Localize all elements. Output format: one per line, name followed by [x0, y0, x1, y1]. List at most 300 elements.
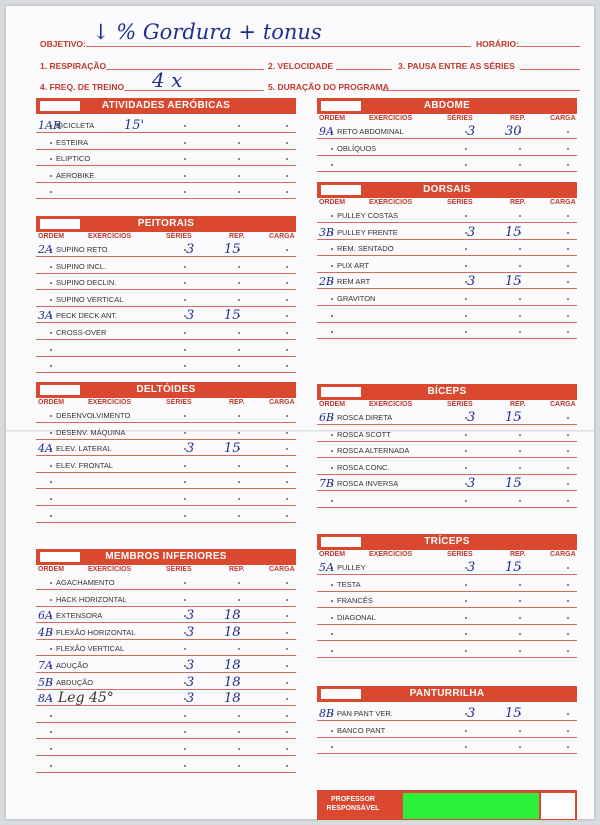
dot-icon [567, 567, 569, 569]
row-ordem: 6A [38, 609, 53, 623]
row-ordem: 8B [319, 707, 335, 720]
table-row [36, 756, 296, 773]
row-exercicio: EXTENSORA [56, 611, 103, 621]
section-header-abdome [317, 98, 577, 114]
section-title: DELTÓIDES [136, 384, 196, 395]
bullet-icon [331, 467, 333, 469]
row-exercicio: CROSS-OVER [56, 328, 107, 337]
dot-icon [238, 765, 240, 767]
horario-label: HORÁRIO: [476, 39, 519, 49]
bullet-icon [331, 434, 333, 436]
column-exercicios: EXERCÍCIOS [369, 199, 413, 206]
dot-icon [567, 215, 569, 217]
table-row [36, 606, 296, 623]
table-row [36, 623, 296, 640]
column-exercicios: EXERCÍCIOS [88, 399, 132, 406]
dot-icon [465, 248, 467, 250]
column-exercicios: EXERCÍCIOS [369, 115, 413, 122]
table-row [36, 116, 296, 133]
row-exercicio: ELEV. LATERAL [56, 444, 112, 454]
dot-icon [184, 191, 186, 193]
row-series: 3 [467, 560, 476, 575]
bullet-icon [331, 148, 333, 150]
row-ordem: 8A [38, 692, 53, 706]
dot-icon [184, 715, 186, 717]
column-ordem: ORDEM [38, 566, 65, 573]
bullet-icon [50, 465, 52, 467]
dot-icon [286, 349, 288, 351]
dot-icon [184, 282, 186, 284]
freq-label: 4. FREQ. DE TREINO [40, 82, 125, 92]
dot-icon [567, 600, 569, 602]
dot-icon [567, 298, 569, 300]
row-rep: 18 [224, 691, 241, 707]
dot-icon [567, 131, 569, 133]
dot-icon [519, 148, 521, 150]
dot-icon [567, 650, 569, 652]
freq-line [124, 90, 264, 91]
bullet-icon [50, 748, 52, 750]
row-exercicio: GRAVITON [337, 294, 376, 303]
table-row [36, 133, 296, 150]
bullet-icon [50, 432, 52, 434]
row-ordem: 2B [319, 275, 335, 289]
dot-icon [238, 515, 240, 517]
row-series: 3 [467, 224, 476, 240]
bullet-icon [50, 582, 52, 584]
dot-icon [286, 498, 288, 500]
column-exercicios: EXERCÍCIOS [88, 233, 132, 240]
row-exercicio: ABDUÇÃO [56, 677, 94, 687]
dot-icon [567, 164, 569, 166]
row-exercicio: ELEV. FRONTAL [56, 460, 114, 470]
table-row [36, 290, 296, 307]
dot-icon [184, 765, 186, 767]
row-exercicio: PULLEY FRENTE [337, 227, 398, 237]
table-row [317, 239, 577, 256]
row-rep: 18 [224, 624, 241, 640]
dot-icon [238, 282, 240, 284]
table-row [317, 591, 577, 608]
dot-icon [286, 715, 288, 717]
dot-icon [567, 617, 569, 619]
row-series: 3 [186, 624, 195, 640]
bullet-icon [50, 715, 52, 717]
row-rep: 15 [505, 410, 522, 425]
pausa-line [520, 69, 580, 70]
row-rep: 18 [224, 674, 241, 690]
column-carga: CARGA [269, 233, 295, 240]
dot-icon [286, 365, 288, 367]
dot-icon [286, 125, 288, 127]
dot-icon [286, 765, 288, 767]
dot-icon [184, 432, 186, 434]
section-title: PEITORAIS [137, 218, 195, 229]
table-row [36, 573, 296, 590]
objetivo-value: ↓ % Gordura + tonus [92, 20, 322, 44]
dot-icon [519, 600, 521, 602]
dot-icon [184, 648, 186, 650]
dot-icon [286, 682, 288, 684]
row-exercicio: PULLEY COSTAS [337, 211, 398, 220]
dot-icon [465, 450, 467, 452]
dot-icon [465, 650, 467, 652]
section-header-deltoides [36, 382, 296, 398]
table-row [36, 273, 296, 290]
row-exercicio: DIAGONAL [337, 612, 376, 622]
row-exercicio: ESTEIRA [56, 137, 89, 147]
dot-icon [286, 175, 288, 177]
velocidade-line [336, 69, 392, 70]
dot-icon [184, 599, 186, 601]
row-exercicio: ADUÇÃO [56, 661, 89, 670]
table-row [317, 441, 577, 458]
table-row [36, 506, 296, 523]
table-row [317, 223, 577, 240]
column-exercicios: EXERCÍCIOS [369, 401, 413, 408]
dot-icon [567, 434, 569, 436]
dot-icon [238, 465, 240, 467]
dot-icon [286, 465, 288, 467]
dot-icon [238, 748, 240, 750]
table-row [317, 624, 577, 641]
dot-icon [286, 282, 288, 284]
table-row [317, 575, 577, 592]
table-row [317, 155, 577, 172]
column-rep: REP. [510, 401, 526, 408]
column-ordem: ORDEM [38, 233, 65, 240]
bullet-icon [331, 298, 333, 300]
bullet-icon [50, 142, 52, 144]
row-rep: 15 [505, 476, 522, 492]
dot-icon [567, 248, 569, 250]
dot-icon [286, 582, 288, 584]
dot-icon [184, 349, 186, 351]
row-exercicio: SUPINO DECLIN. [56, 278, 117, 288]
bullet-icon [50, 731, 52, 733]
row-exercicio: ROSCA ALTERNADA [337, 446, 410, 456]
dot-icon [286, 158, 288, 160]
bullet-icon [331, 633, 333, 635]
dot-icon [238, 648, 240, 650]
bullet-icon [331, 331, 333, 333]
table-row [317, 322, 577, 339]
dot-icon [184, 582, 186, 584]
column-rep: REP. [510, 115, 526, 122]
row-exercicio: PUX ART [337, 260, 369, 270]
dot-icon [519, 450, 521, 452]
dot-icon [184, 415, 186, 417]
bullet-icon [50, 515, 52, 517]
table-row [36, 182, 296, 199]
table-row [317, 306, 577, 323]
dot-icon [567, 331, 569, 333]
row-ordem: 6B [319, 411, 335, 424]
row-exercicio: SUPINO RETO [56, 245, 108, 254]
dot-icon [465, 633, 467, 635]
bullet-icon [331, 215, 333, 217]
table-row [36, 423, 296, 440]
column-series: SÉRIES [447, 199, 473, 206]
row-series: 3 [186, 658, 195, 673]
table-row [36, 166, 296, 183]
dot-icon [286, 249, 288, 251]
table-row [36, 489, 296, 506]
row-rep: 15 [505, 706, 522, 721]
row-exercicio: PECK DECK ANT. [56, 311, 118, 321]
dot-icon [238, 142, 240, 144]
dot-icon [567, 730, 569, 732]
column-series: SÉRIES [166, 233, 192, 240]
dot-icon [238, 191, 240, 193]
dot-icon [238, 299, 240, 301]
bullet-icon [331, 584, 333, 586]
bullet-icon [50, 158, 52, 160]
dot-icon [465, 467, 467, 469]
dot-icon [465, 215, 467, 217]
duracao-label: 5. DURAÇÃO DO PROGRAMA [268, 82, 389, 92]
row-ordem: 5A [319, 561, 334, 574]
table-row [36, 722, 296, 739]
row-rep: 15 [505, 274, 522, 290]
dot-icon [519, 164, 521, 166]
dot-icon [238, 332, 240, 334]
column-rep: REP. [229, 566, 245, 573]
professor-label: PROFESSOR RESPONSÁVEL [326, 796, 380, 812]
section-header-aerobicas [36, 98, 296, 114]
row-ordem: 4A [38, 442, 53, 456]
bullet-icon [50, 765, 52, 767]
column-carga: CARGA [550, 199, 576, 206]
column-ordem: ORDEM [319, 115, 346, 122]
table-row [317, 641, 577, 658]
table-row [317, 474, 577, 491]
row-rep: 15 [224, 441, 241, 457]
dot-icon [519, 298, 521, 300]
dot-icon [519, 730, 521, 732]
row-series: 15' [124, 118, 145, 133]
row-ordem: 5B [38, 675, 54, 689]
section-title: ABDOME [423, 100, 471, 111]
dot-icon [567, 713, 569, 715]
bullet-icon [331, 746, 333, 748]
row-series: 3 [467, 410, 476, 425]
row-series: 3 [186, 441, 195, 457]
dot-icon [465, 600, 467, 602]
dot-icon [286, 332, 288, 334]
bullet-icon [50, 365, 52, 367]
dot-icon [519, 617, 521, 619]
table-row [36, 739, 296, 756]
table-row [317, 608, 577, 625]
table-row [317, 122, 577, 139]
row-series: 3 [467, 706, 476, 721]
bullet-icon [50, 481, 52, 483]
dot-icon [465, 148, 467, 150]
dot-icon [465, 746, 467, 748]
dot-icon [519, 215, 521, 217]
dot-icon [238, 349, 240, 351]
objetivo-line [86, 46, 471, 47]
dot-icon [465, 500, 467, 502]
dot-icon [519, 633, 521, 635]
row-exercicio: FLEXÃO VERTICAL [56, 644, 125, 654]
dot-icon [519, 584, 521, 586]
table-row [36, 240, 296, 257]
section-header-triceps [317, 534, 577, 550]
column-rep: REP. [229, 233, 245, 240]
pausa-label: 3. PAUSA ENTRE AS SÉRIES [398, 61, 515, 71]
column-series: SÉRIES [166, 399, 192, 406]
dot-icon [184, 365, 186, 367]
table-row [317, 458, 577, 475]
table-row [36, 340, 296, 357]
respiracao-label: 1. RESPIRAÇÃO [40, 61, 107, 71]
column-exercicios: EXERCÍCIOS [369, 551, 413, 558]
section-title: BÍCEPS [427, 386, 467, 397]
dot-icon [567, 148, 569, 150]
row-rep: 15 [224, 242, 241, 257]
table-row [317, 206, 577, 223]
row-series: 3 [186, 691, 195, 707]
dot-icon [567, 417, 569, 419]
row-series: 3 [186, 674, 195, 690]
dot-icon [184, 158, 186, 160]
duracao-line [382, 90, 580, 91]
column-carga: CARGA [550, 551, 576, 558]
dot-icon [286, 448, 288, 450]
bullet-icon [331, 617, 333, 619]
table-row [36, 257, 296, 274]
dot-icon [519, 434, 521, 436]
professor-signature-highlight [403, 793, 539, 819]
dot-icon [238, 731, 240, 733]
table-row [317, 139, 577, 156]
dot-icon [238, 715, 240, 717]
row-series: 3 [467, 476, 476, 492]
column-carga: CARGA [269, 566, 295, 573]
column-ordem: ORDEM [319, 199, 346, 206]
respiracao-line [106, 69, 264, 70]
freq-value: 4 x [152, 68, 183, 92]
dot-icon [238, 158, 240, 160]
dot-icon [286, 266, 288, 268]
professor-stamp-box [541, 793, 575, 819]
table-row [317, 408, 577, 425]
column-ordem: ORDEM [38, 399, 65, 406]
table-row [317, 256, 577, 273]
section-header-panturrilha [317, 686, 577, 702]
row-exercicio: PULLEY [337, 563, 366, 572]
dot-icon [238, 481, 240, 483]
dot-icon [286, 432, 288, 434]
dot-icon [184, 465, 186, 467]
objetivo-label: OBJETIVO: [40, 39, 86, 49]
dot-icon [184, 266, 186, 268]
table-row [36, 673, 296, 690]
row-exercicio: OBLÍQUOS [337, 143, 377, 153]
table-row [317, 721, 577, 738]
dot-icon [567, 584, 569, 586]
row-series: 3 [467, 124, 476, 139]
bullet-icon [50, 299, 52, 301]
table-row [36, 406, 296, 423]
table-row [36, 689, 296, 706]
velocidade-label: 2. VELOCIDADE [268, 61, 334, 71]
row-exercicio: DESENVOLVIMENTO [56, 411, 131, 420]
row-exercicio: FRANCÊS [337, 596, 373, 606]
dot-icon [238, 498, 240, 500]
row-exercicio: DESENV. MÁQUINA [56, 427, 126, 437]
dot-icon [286, 648, 288, 650]
dot-icon [465, 434, 467, 436]
row-exercicio: SUPINO INCL. [56, 261, 107, 271]
table-row [36, 149, 296, 166]
dot-icon [286, 415, 288, 417]
row-exercicio: RETO ABDOMINAL [337, 127, 404, 136]
table-row [36, 639, 296, 656]
row-ordem: 3B [319, 225, 335, 239]
column-rep: REP. [229, 399, 245, 406]
row-exercicio: BANCO PANT [337, 725, 386, 735]
row-ordem: 7A [38, 659, 53, 672]
dot-icon [238, 125, 240, 127]
dot-icon [465, 164, 467, 166]
dot-icon [519, 315, 521, 317]
dot-icon [286, 665, 288, 667]
section-header-biceps [317, 384, 577, 400]
column-carga: CARGA [550, 115, 576, 122]
dot-icon [465, 298, 467, 300]
table-row [36, 439, 296, 456]
column-series: SÉRIES [447, 401, 473, 408]
column-carga: CARGA [550, 401, 576, 408]
table-row [36, 323, 296, 340]
section-header-peitorais [36, 216, 296, 232]
dot-icon [286, 142, 288, 144]
column-ordem: ORDEM [319, 401, 346, 408]
dot-icon [286, 632, 288, 634]
dot-icon [286, 515, 288, 517]
table-row [36, 706, 296, 723]
dot-icon [567, 281, 569, 283]
dot-icon [567, 315, 569, 317]
bullet-icon [50, 599, 52, 601]
dot-icon [184, 299, 186, 301]
dot-icon [286, 191, 288, 193]
section-title: PANTURRILHA [409, 688, 485, 699]
dot-icon [567, 483, 569, 485]
column-rep: REP. [510, 551, 526, 558]
row-rep: 18 [224, 658, 241, 673]
dot-icon [286, 748, 288, 750]
dot-icon [184, 731, 186, 733]
dot-icon [567, 746, 569, 748]
column-series: SÉRIES [166, 566, 192, 573]
dot-icon [465, 584, 467, 586]
bullet-icon [50, 191, 52, 193]
row-rep: 30 [505, 124, 522, 139]
row-rep: 15 [505, 224, 522, 240]
professor-box [317, 790, 577, 820]
dot-icon [238, 432, 240, 434]
column-rep: REP. [510, 199, 526, 206]
dot-icon [238, 365, 240, 367]
dot-icon [567, 232, 569, 234]
dot-icon [519, 500, 521, 502]
dot-icon [519, 331, 521, 333]
dot-icon [184, 332, 186, 334]
